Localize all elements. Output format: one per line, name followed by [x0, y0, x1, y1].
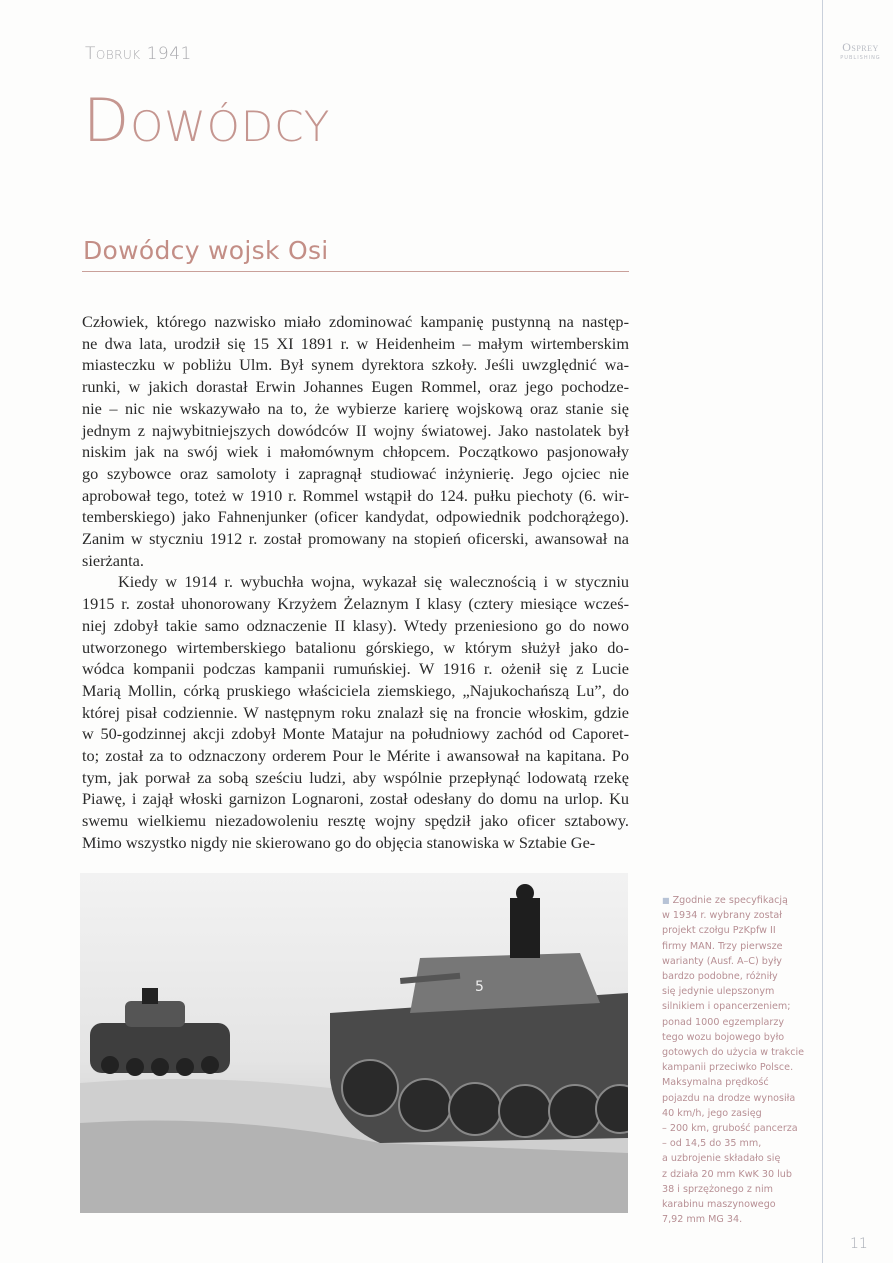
caption-line	[662, 1045, 822, 1060]
body-line: Zanim w styczniu 1912 r. został promowany na stopień oficerski, awansował na	[82, 529, 629, 549]
caption-text: 40 km/h, jego zasięg	[662, 1107, 762, 1119]
logo-name: Osprey	[842, 40, 879, 54]
caption-text: kampanii przeciwko Polsce.	[662, 1062, 794, 1074]
caption-text: 7,92 mm MG 34.	[662, 1214, 743, 1226]
body-line: niskim jak na swój wiek i małomównym chłopcem. Początkowo pasjonowały	[82, 442, 629, 462]
body-line: sierżanta.	[82, 550, 144, 570]
caption-line	[662, 1015, 822, 1030]
body-line: której pisał codziennie. W następnym roku znalazł się na froncie włoskim, gdzie	[82, 702, 629, 722]
body-line: wódca kompanii podczas kampanii rumuńskiej. W 1916 r. ożenił się z Lucie	[82, 659, 629, 679]
caption-text: się jedynie ulepszonym	[662, 986, 775, 998]
caption-line	[662, 1030, 822, 1045]
caption-line	[662, 1167, 822, 1182]
body-line: aprobował tego, toteż w 1910 r. Rommel wstąpił do 124. pułku piechoty (6. wir-	[82, 485, 629, 505]
body-line: ne dwa lata, urodził się 15 XI 1891 r. w Heidenheim – małym wirtemberskim	[82, 333, 629, 353]
section-title: Dowódcy wojsk Osi	[83, 236, 329, 265]
body-line: niej zdobył takie samo odznaczenie II klasy). Wtedy przeniesiono go do nowo	[82, 615, 629, 635]
body-line: jednym z najwybitniejszych dowódców II wojny światowej. Jako nastolatek był	[82, 420, 629, 440]
caption-line	[662, 969, 822, 984]
body-line: 1915 r. został uhonorowany Krzyżem Żelaznym I klasy (cztery miesiące wcześ-	[82, 594, 629, 614]
body-line: utworzonego wirtemberskiego batalionu górskiego, w którym służył jako do-	[82, 637, 629, 657]
tank-photo	[80, 873, 628, 1213]
body-line: go szybowce oraz samoloty i zapragnął studiować inżynierię. Jego ojciec nie	[82, 463, 629, 483]
caption-line	[662, 923, 822, 938]
photo-caption	[662, 893, 822, 1227]
caption-bullet-icon: ■	[662, 896, 670, 905]
page-number: 11	[850, 1236, 868, 1252]
body-line: nie – nic nie wskazywało na to, że wybierze karierę wojskową oraz stanie się	[82, 398, 629, 418]
margin-rule	[822, 0, 823, 1263]
caption-line	[662, 939, 822, 954]
running-header: Tobruk 1941	[85, 44, 192, 64]
body-line: Marią Mollin, córką pruskiego właściciela ziemskiego, „Najukochańszą Lu”, do	[82, 680, 629, 700]
body-line: miasteczku w pobliżu Ulm. Był synem dyrektora szkoły. Jeśli uwzględnić wa-	[82, 355, 629, 375]
caption-text: – 200 km, grubość pancerza	[662, 1123, 798, 1135]
caption-text: gotowych do użycia w trakcie	[662, 1047, 805, 1059]
body-line: Piawę, i zajął włoski garnizon Lognaroni, został odesłany do domu na urlop. Ku	[82, 789, 629, 809]
logo-sub: PUBLISHING	[840, 55, 881, 61]
caption-line	[662, 1151, 822, 1166]
body-line: Kiedy w 1914 r. wybuchła wojna, wykazał się walecznością i w styczniu	[118, 572, 629, 592]
caption-line	[662, 893, 822, 908]
caption-line	[662, 1136, 822, 1151]
caption-line	[662, 1075, 822, 1090]
caption-text: warianty (Ausf. A–C) były	[662, 955, 782, 967]
caption-text: Maksymalna prędkość	[662, 1077, 769, 1089]
caption-text: pojazdu na drodze wynosiła	[662, 1092, 796, 1104]
body-line: tym, jak porwał za sobą sześciu ludzi, aby wspólnie przepłynąć lodowatą rzekę	[82, 767, 629, 787]
caption-text: z działa 20 mm KwK 30 lub	[662, 1168, 792, 1180]
caption-line	[662, 1212, 822, 1227]
caption-line	[662, 999, 822, 1014]
chapter-title: Dowódcy	[83, 86, 331, 156]
caption-text: firmy MAN. Trzy pierwsze	[662, 940, 783, 952]
caption-line	[662, 1091, 822, 1106]
caption-line	[662, 908, 822, 923]
caption-line	[662, 984, 822, 999]
body-line: w 50-godzinnej akcji zdobył Monte Matajur na południowy zachód od Caporet-	[82, 724, 629, 744]
publisher-logo	[828, 40, 893, 61]
body-line: temberskiego) jako Fahnenjunker (oficer kandydat, odpowiednik podchorążego).	[82, 507, 629, 527]
caption-line	[662, 954, 822, 969]
caption-text: – od 14,5 do 35 mm,	[662, 1138, 762, 1150]
body-line: Człowiek, którego nazwisko miało zdominować kampanię pustynną na następ-	[82, 312, 629, 331]
caption-line	[662, 1106, 822, 1121]
caption-text: silnikiem i opancerzeniem;	[662, 1001, 791, 1013]
caption-text: w 1934 r. wybrany został	[662, 910, 783, 922]
body-line: swemu wielkiemu niezadowoleniu resztę wojny spędził jako oficer sztabowy.	[82, 811, 629, 831]
tank-photo-image	[80, 873, 628, 1213]
turret-number: 5	[475, 979, 484, 995]
body-line: Mimo wszystko nigdy nie skierowano go do objęcia stanowiska w Sztabie Ge-	[82, 832, 596, 852]
caption-text: ponad 1000 egzemplarzy	[662, 1016, 785, 1028]
body-line: runki, w jakich dorastał Erwin Johannes Eugen Rommel, oraz jego pochodze-	[82, 377, 629, 397]
section-rule	[82, 271, 629, 272]
body-text	[82, 311, 629, 854]
caption-line	[662, 1060, 822, 1075]
caption-text: projekt czołgu PzKpfw II	[662, 925, 776, 937]
caption-text: a uzbrojenie składało się	[662, 1153, 781, 1165]
caption-text: karabinu maszynowego	[662, 1199, 776, 1211]
caption-line	[662, 1121, 822, 1136]
caption-text: 38 i sprzężonego z nim	[662, 1183, 774, 1195]
body-line: to; został za to odznaczony orderem Pour le Mérite i awansował na kapitana. Po	[82, 746, 629, 766]
caption-line	[662, 1197, 822, 1212]
caption-text: tego wozu bojowego było	[662, 1031, 785, 1043]
caption-text: bardzo podobne, różniły	[662, 971, 778, 983]
caption-text: Zgodnie ze specyfikacją	[672, 895, 788, 906]
caption-line	[662, 1182, 822, 1197]
